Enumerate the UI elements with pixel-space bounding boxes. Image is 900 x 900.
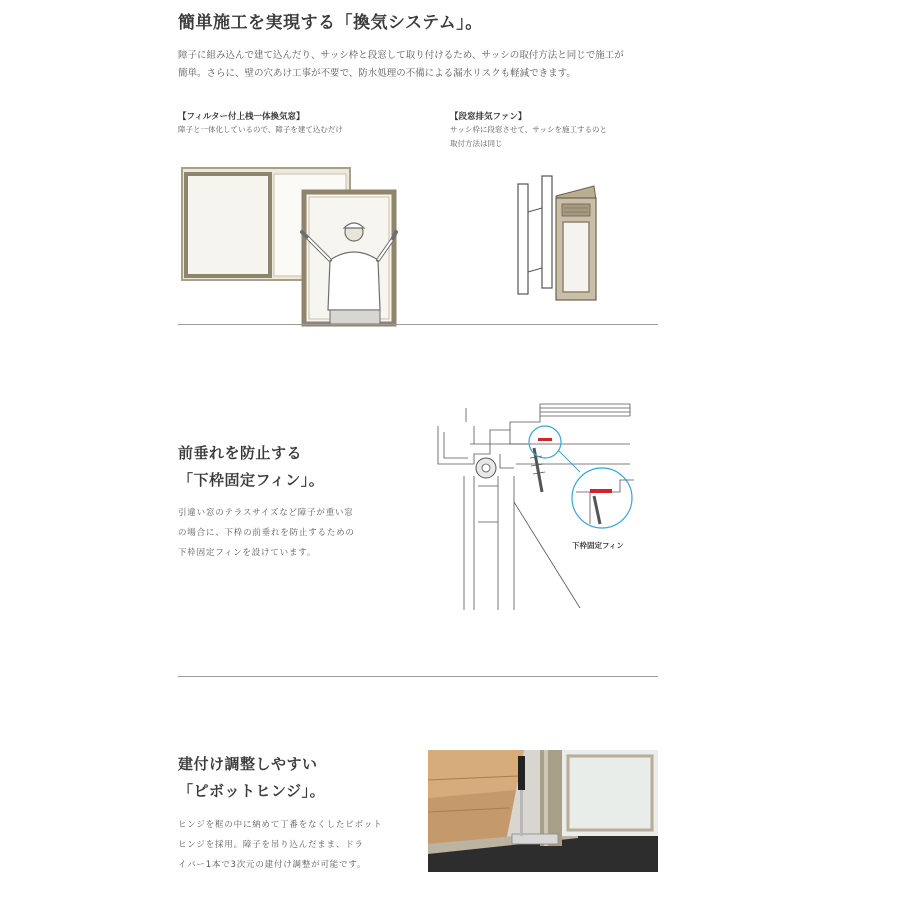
section2-body-line: の場合に、下枠の前垂れを防止するための [178, 528, 355, 538]
fin-label: 下枠固定フィン [572, 541, 624, 550]
section3-body-line: ヒンジを採用。障子を吊り込んだまま、ドラ [178, 840, 364, 850]
section3-title-line: 建付け調整しやすい [178, 755, 318, 773]
right-caption-title: 【段窓排気ファン】 [450, 112, 527, 122]
section2-title-line: 前垂れを防止する [178, 444, 303, 462]
exhaust-fan-illustration [512, 172, 612, 302]
section2-title-line: 「下枠固定フィン」。 [178, 471, 325, 489]
section2-body-line: 引違い窓のテラスサイズなど障子が重い窓 [178, 508, 354, 518]
divider [178, 324, 658, 325]
left-caption-text: 障子と一体化しているので、障子を建て込むだけ [178, 125, 343, 134]
window-install-illustration [178, 160, 408, 330]
divider [178, 676, 658, 677]
pivot-hinge-photo [428, 750, 658, 872]
sill-fin-section-diagram [430, 392, 640, 612]
right-caption-line: サッシ枠に段窓させて、サッシを施工するのと [450, 125, 608, 134]
intro-line: 簡単。さらに、壁の穴あけ工事が不要で、防水処理の不備による漏水リスクも軽減できます。 [178, 68, 576, 79]
section3-title-line: 「ピボットヒンジ」。 [178, 782, 326, 800]
section1-heading: 簡単施工を実現する「換気システム」。 [178, 13, 483, 33]
section2-body-line: 下枠固定フィンを設けています。 [178, 548, 317, 558]
section1-intro [178, 47, 668, 83]
section3-body-line: イバー1本で3次元の建付け調整が可能です。 [178, 860, 367, 870]
left-caption-title: 【フィルター付上桟一体換気窓】 [178, 112, 305, 122]
section3-body-line: ヒンジを框の中に納めて丁番をなくしたピボット [178, 820, 383, 830]
intro-line: 障子に組み込んで建て込んだり、サッシ枠と段窓して取り付けるため、サッシの取付方法と同じで施工が [178, 50, 624, 61]
right-caption-line: 取付方法は同じ [450, 139, 503, 148]
